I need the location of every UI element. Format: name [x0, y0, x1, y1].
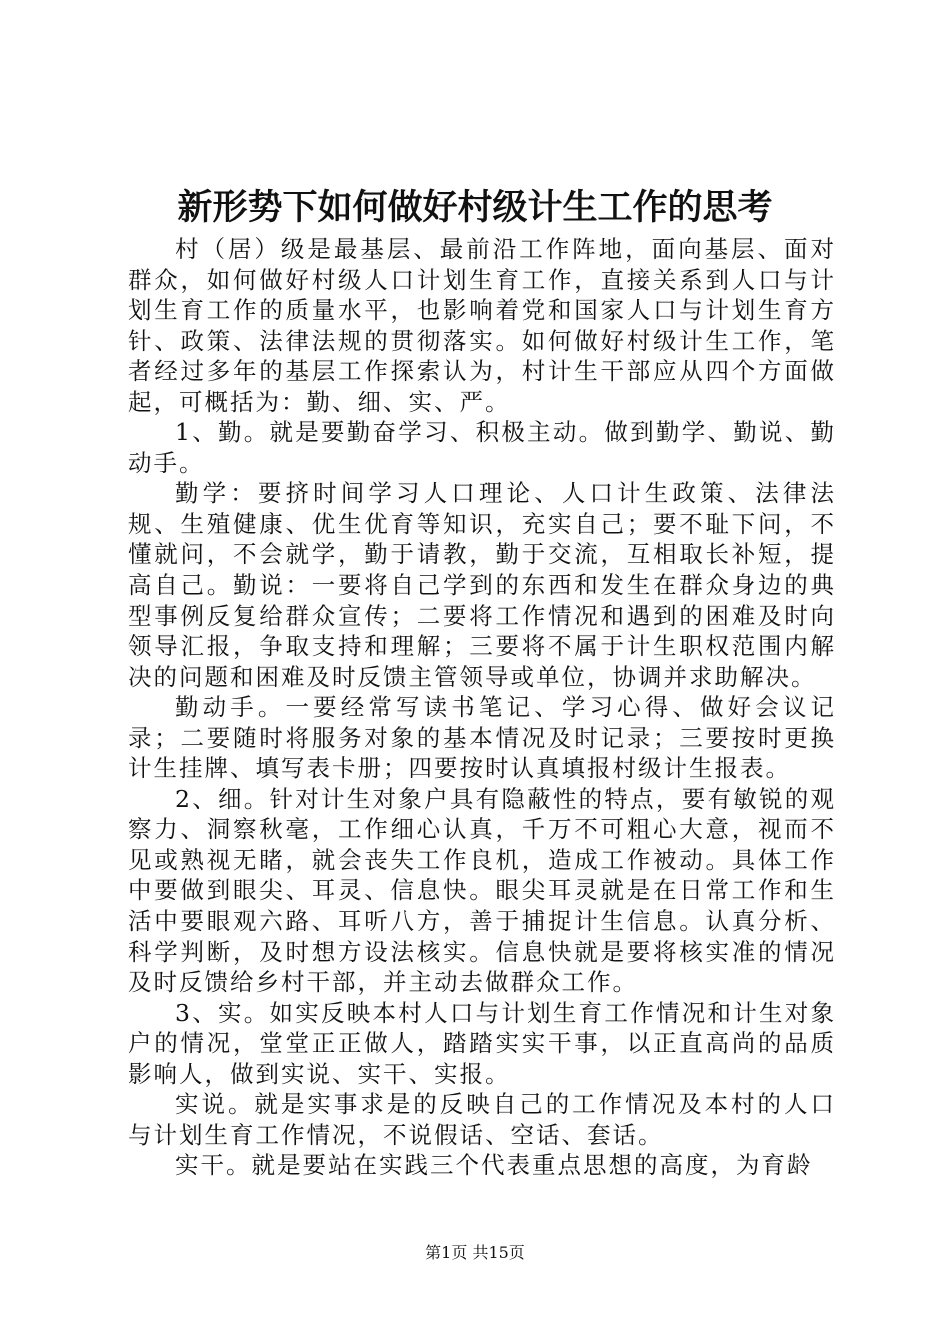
paragraph-intro: 村（居）级是最基层、最前沿工作阵地，面向基层、面对群众，如何做好村级人口计划生育工作，直接关系到人口与计划生育工作的质量水平，也影响着党和国家人口与计划生育方针、政策、法律法规的贯彻落实。如何做好村级计生工作，笔者经过多年的基层工作探索认为，村计生干部应从四个方面做起，可概括为：勤、细、实、严。: [128, 235, 836, 416]
paragraph-section-3: 3、实。如实反映本村人口与计划生育工作情况和计生对象户的情况，堂堂正正做人，踏踏实实干事，以正直高尚的品质影响人，做到实说、实干、实报。: [128, 998, 836, 1088]
document-body: [128, 234, 836, 1181]
page-footer: 第1页 共15页: [425, 1243, 525, 1262]
paragraph-honest-work: 实干。就是要站在实践三个代表重点思想的高度，为育龄: [175, 1151, 813, 1180]
document-title: 新形势下如何做好村级计生工作的思考: [177, 187, 773, 228]
paragraph-diligent-hands: 勤动手。一要经常写读书笔记、学习心得、做好会议记录；二要随时将服务对象的基本情况及时记录；三要按时更换计生挂牌、填写表卡册；四要按时认真填报村级计生报表。: [128, 693, 836, 783]
paragraph-diligent-study: 勤学：要挤时间学习人口理论、人口计生政策、法律法规、生殖健康、优生优育等知识，充实自己；要不耻下问，不懂就问，不会就学，勤于请教，勤于交流，互相取长补短，提高自己。勤说：一要将自己学到的东西和发生在群众身边的典型事例反复给群众宣传；二要将工作情况和遇到的困难及时向领导汇报，争取支持和理解；三要将不属于计生职权范围内解决的问题和困难及时反馈主管领导或单位，协调并求助解决。: [128, 479, 836, 691]
paragraph-section-2: 2、细。针对计生对象户具有隐蔽性的特点，要有敏锐的观察力、洞察秋毫，工作细心认真，千万不可粗心大意，视而不见或熟视无睹，就会丧失工作良机，造成工作被动。具体工作中要做到眼尖、耳灵、信息快。眼尖耳灵就是在日常工作和生活中要眼观六路、耳听八方，善于捕捉计生信息。认真分析、科学判断，及时想方设法核实。信息快就是要将核实准的情况及时反馈给乡村干部，并主动去做群众工作。: [128, 784, 836, 997]
paragraph-honest-speech: 实说。就是实事求是的反映自己的工作情况及本村的人口与计划生育工作情况，不说假话、空话、套话。: [128, 1090, 836, 1149]
paragraph-section-1-heading: 1、勤。就是要勤奋学习、积极主动。做到勤学、勤说、勤动手。: [128, 418, 836, 477]
